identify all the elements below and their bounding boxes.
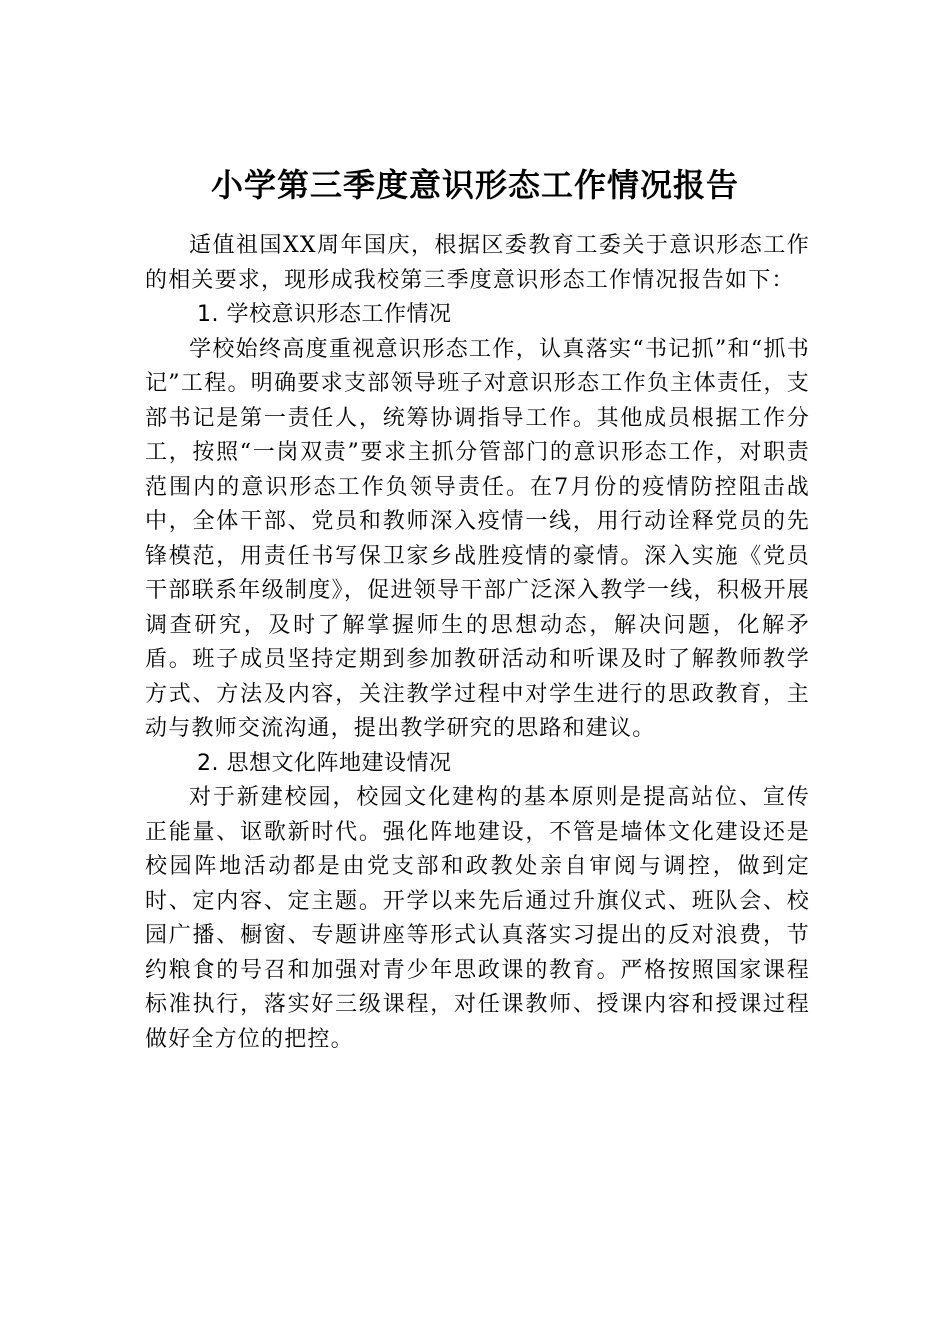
section-paragraph-2: 对于新建校园，校园文化建构的基本原则是提高站位、宣传正能量、讴歌新时代。强化阵地建设，不管是墙体文化建设还是校园阵地活动都是由党支部和政教处亲自审阅与调控，做到定时、定内容、定主题。开学以来先后通过升旗仪式、班队会、校园广播、橱窗、专题讲座等形式认真落实习提出的反对浪费，节约粮食的号召和加强对青少年思政课的教育。严格按照国家课程标准执行，落实好三级课程，对任课教师、授课内容和授课过程做好全方位的把控。	[145, 785, 810, 1052]
intro-paragraph: 适值祖国XX周年国庆，根据区委教育工委关于意识形态工作的相关要求，现形成我校第三季度意识形态工作情况报告如下：	[145, 233, 810, 293]
section-paragraph-1: 学校始终高度重视意识形态工作，认真落实“书记抓”和“抓书记”工程。明确要求支部领导班子对意识形态工作负主体责任，支部书记是第一责任人，统筹协调指导工作。其他成员根据工作分工，按照“一岗双责”要求主抓分管部门的意识形态工作，对职责范围内的意识形态工作负领导责任。在7月份的疫情防控阻击战中，全体干部、党员和教师深入疫情一线，用行动诠释党员的先锋模范，用责任书写保卫家乡战胜疫情的豪情。深入实施《党员干部联系年级制度》，促进领导干部广泛深入教学一线，积极开展调查研究，及时了解掌握师生的思想动态，解决问题，化解矛盾。班子成员坚持定期到参加教研活动和听课及时了解教师教学方式、方法及内容，关注教学过程中对学生进行的思政教育，主动与教师交流沟通，提出教学研究的思路和建议。	[145, 336, 810, 741]
section-heading-2: 2. 思想文化阵地建设情况	[197, 750, 452, 776]
section-heading-1: 1. 学校意识形态工作情况	[197, 302, 452, 327]
document-title: 小学第三季度意识形态工作情况报告	[210, 166, 739, 204]
document-body	[145, 229, 810, 1057]
